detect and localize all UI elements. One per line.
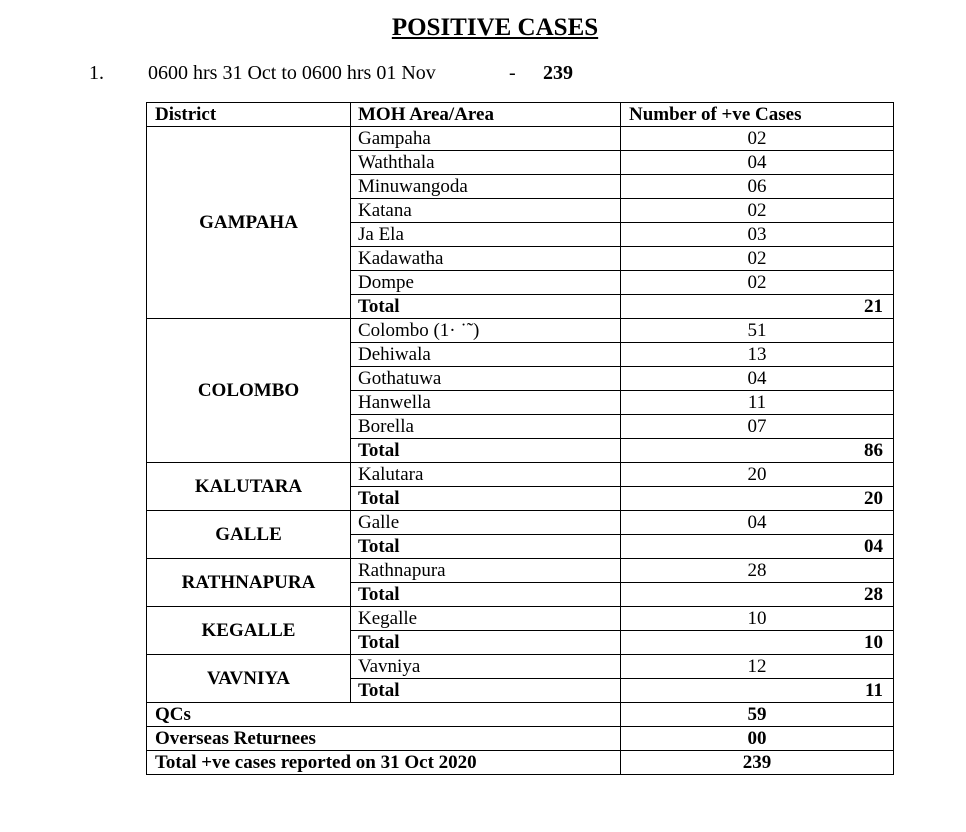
district-total-count: 21 xyxy=(621,295,894,319)
table-row xyxy=(147,127,894,151)
area-case-count: 04 xyxy=(621,367,894,391)
moh-area-name: Katana xyxy=(351,199,621,223)
district-name: VAVNIYA xyxy=(147,655,351,703)
district-name: GALLE xyxy=(147,511,351,559)
district-name: GAMPAHA xyxy=(147,127,351,319)
moh-area-name: Gothatuwa xyxy=(351,367,621,391)
moh-area-name: Dehiwala xyxy=(351,343,621,367)
district-name: RATHNAPURA xyxy=(147,559,351,607)
area-case-count: 04 xyxy=(621,151,894,175)
moh-area-name: Kegalle xyxy=(351,607,621,631)
area-case-count: 10 xyxy=(621,607,894,631)
summary-label: Total +ve cases reported on 31 Oct 2020 xyxy=(147,751,621,775)
table-row xyxy=(147,559,894,583)
summary-label: QCs xyxy=(147,703,621,727)
table-row xyxy=(147,319,894,343)
table-row xyxy=(147,655,894,679)
separator-dash: - xyxy=(509,62,516,84)
summary-value: 00 xyxy=(621,727,894,751)
moh-area-name: Waththala xyxy=(351,151,621,175)
summary-row xyxy=(147,727,894,751)
area-case-count: 02 xyxy=(621,199,894,223)
district-name: KEGALLE xyxy=(147,607,351,655)
area-case-count: 13 xyxy=(621,343,894,367)
moh-area-name: Gampaha xyxy=(351,127,621,151)
area-case-count: 02 xyxy=(621,271,894,295)
moh-area-name: Kadawatha xyxy=(351,247,621,271)
table-row xyxy=(147,607,894,631)
period-count: 239 xyxy=(543,62,573,84)
area-case-count: 06 xyxy=(621,175,894,199)
area-case-count: 04 xyxy=(621,511,894,535)
district-total-count: 04 xyxy=(621,535,894,559)
district-total-count: 10 xyxy=(621,631,894,655)
table-row xyxy=(147,511,894,535)
area-case-count: 11 xyxy=(621,391,894,415)
total-label: Total xyxy=(351,439,621,463)
summary-label: Overseas Returnees xyxy=(147,727,621,751)
area-case-count: 51 xyxy=(621,319,894,343)
moh-area-name: Ja Ela xyxy=(351,223,621,247)
table-header-row xyxy=(147,103,894,127)
table-row xyxy=(147,463,894,487)
area-case-count: 20 xyxy=(621,463,894,487)
summary-row xyxy=(147,703,894,727)
moh-area-name: Vavniya xyxy=(351,655,621,679)
total-label: Total xyxy=(351,535,621,559)
summary-value: 59 xyxy=(621,703,894,727)
page-title: POSITIVE CASES xyxy=(391,14,599,41)
summary-value: 239 xyxy=(621,751,894,775)
moh-area-name: Borella xyxy=(351,415,621,439)
summary-row xyxy=(147,751,894,775)
moh-area-name: Hanwella xyxy=(351,391,621,415)
moh-area-name: Minuwangoda xyxy=(351,175,621,199)
area-case-count: 03 xyxy=(621,223,894,247)
area-case-count: 12 xyxy=(621,655,894,679)
area-case-count: 28 xyxy=(621,559,894,583)
total-label: Total xyxy=(351,631,621,655)
reporting-period: 0600 hrs 31 Oct to 0600 hrs 01 Nov xyxy=(148,62,436,84)
district-total-count: 11 xyxy=(621,679,894,703)
header-district: District xyxy=(147,103,351,127)
area-case-count: 07 xyxy=(621,415,894,439)
item-number: 1. xyxy=(89,62,104,84)
district-name: KALUTARA xyxy=(147,463,351,511)
district-total-count: 20 xyxy=(621,487,894,511)
total-label: Total xyxy=(351,679,621,703)
moh-area-name: Galle xyxy=(351,511,621,535)
district-total-count: 86 xyxy=(621,439,894,463)
header-case-count: Number of +ve Cases xyxy=(621,103,894,127)
header-moh-area: MOH Area/Area xyxy=(351,103,621,127)
area-case-count: 02 xyxy=(621,127,894,151)
district-name: COLOMBO xyxy=(147,319,351,463)
moh-area-name: Rathnapura xyxy=(351,559,621,583)
total-label: Total xyxy=(351,295,621,319)
total-label: Total xyxy=(351,487,621,511)
area-case-count: 02 xyxy=(621,247,894,271)
district-total-count: 28 xyxy=(621,583,894,607)
moh-area-name: Dompe xyxy=(351,271,621,295)
positive-cases-table xyxy=(146,102,894,775)
moh-area-name: Kalutara xyxy=(351,463,621,487)
total-label: Total xyxy=(351,583,621,607)
moh-area-name: Colombo (1· ˙˜) xyxy=(351,319,621,343)
